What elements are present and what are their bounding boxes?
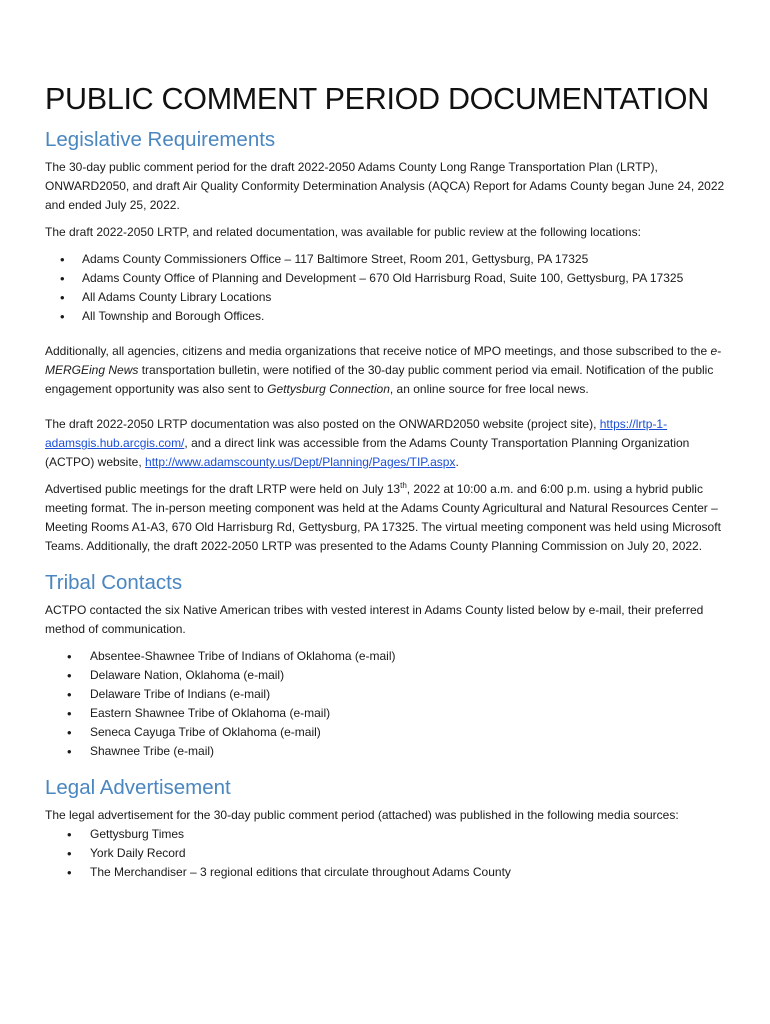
notification-paragraph	[45, 342, 726, 399]
notification-text: Additionally, all agencies, citizens and media organizations that receive notice of MPO meetings, and those subscribed to the	[45, 344, 711, 358]
tribal-heading: Tribal Contacts	[45, 571, 183, 594]
legal-paragraph: The legal advertisement for the 30-day public comment period (attached) was published in the following media sources:	[45, 808, 679, 822]
tribe-item: • Shawnee Tribe (e-mail)	[45, 742, 726, 761]
meetings-paragraph	[45, 480, 726, 556]
location-item: • All Township and Borough Offices.	[45, 307, 726, 326]
page-title: PUBLIC COMMENT PERIOD DOCUMENTATION	[45, 82, 709, 116]
ordinal-suffix: th	[400, 481, 407, 490]
news-source-name: Gettysburg Connection	[267, 382, 390, 396]
meetings-text: , 2022 at 10:00 a.m. and 6:00 p.m. using a hybrid public meeting format. The in-person meeting component was held at the Adams County Agricultural and Natural Resources Center – Meeting Rooms A1-A3, 670 Old Harrisburg Rd, Gettysburg, PA 17325. The virtual meeting component was held using Microsoft Teams. Additionally, the draft 2022-2050 LRTP was presented to the Adams County Planning Commission on July 20, 2022.	[45, 482, 721, 553]
meetings-text: Advertised public meetings for the draft LRTP were held on July 13	[45, 482, 401, 496]
location-item: • Adams County Office of Planning and Development – 670 Old Harrisburg Road, Suite 100, Gettysburg, PA 17325	[45, 269, 726, 288]
locations-list	[45, 250, 726, 326]
website-text: The draft 2022-2050 LRTP documentation was also posted on the ONWARD2050 website (project site),	[45, 417, 600, 431]
website-paragraph	[45, 415, 726, 472]
actpo-website-link[interactable]: http://www.adamscounty.us/Dept/Planning/Pages/TIP.aspx	[145, 455, 456, 469]
legal-heading: Legal Advertisement	[45, 776, 231, 799]
media-list	[45, 825, 726, 882]
tribes-list	[45, 647, 726, 761]
project-site-link[interactable]: https://lrtp-1-adamsgis.hub.arcgis.com/	[45, 417, 668, 450]
legislative-paragraph-2: The draft 2022-2050 LRTP, and related documentation, was available for public review at the following locations:	[45, 225, 641, 239]
tribe-item: • Delaware Tribe of Indians (e-mail)	[45, 685, 726, 704]
bulletin-name: e-MERGEing News	[45, 344, 722, 377]
notification-text: transportation bulletin, were notified of the 30-day public comment period via email. Notification of the public engagement opportunity was also sent to	[45, 363, 714, 396]
tribe-item: • Absentee-Shawnee Tribe of Indians of Oklahoma (e-mail)	[45, 647, 726, 666]
website-text: , and a direct link was accessible from the Adams County Transportation Planning Organization (ACTPO) website,	[45, 436, 690, 469]
location-item: • Adams County Commissioners Office – 117 Baltimore Street, Room 201, Gettysburg, PA 17325	[45, 250, 726, 269]
tribal-paragraph: ACTPO contacted the six Native American tribes with vested interest in Adams County listed below by e-mail, their preferred method of communication.	[45, 603, 704, 636]
media-item: • Gettysburg Times	[45, 825, 726, 844]
legislative-heading: Legislative Requirements	[45, 128, 276, 151]
tribe-item: • Delaware Nation, Oklahoma (e-mail)	[45, 666, 726, 685]
location-item: • All Adams County Library Locations	[45, 288, 726, 307]
media-item: • The Merchandiser – 3 regional editions that circulate throughout Adams County	[45, 863, 726, 882]
media-item: • York Daily Record	[45, 844, 726, 863]
legislative-paragraph-1: The 30-day public comment period for the draft 2022-2050 Adams County Long Range Transportation Plan (LRTP), ONWARD2050, and draft Air Quality Conformity Determination Analysis (AQCA) Report for Adams County began June 24, 2022 and ended July 25, 2022.	[45, 160, 725, 212]
website-text: .	[455, 455, 459, 469]
notification-text: , an online source for free local news.	[389, 382, 589, 396]
tribal-section	[45, 569, 726, 761]
tribe-item: • Eastern Shawnee Tribe of Oklahoma (e-mail)	[45, 704, 726, 723]
legal-section	[45, 774, 726, 882]
tribe-item: • Seneca Cayuga Tribe of Oklahoma (e-mail)	[45, 723, 726, 742]
legislative-section	[45, 126, 726, 556]
